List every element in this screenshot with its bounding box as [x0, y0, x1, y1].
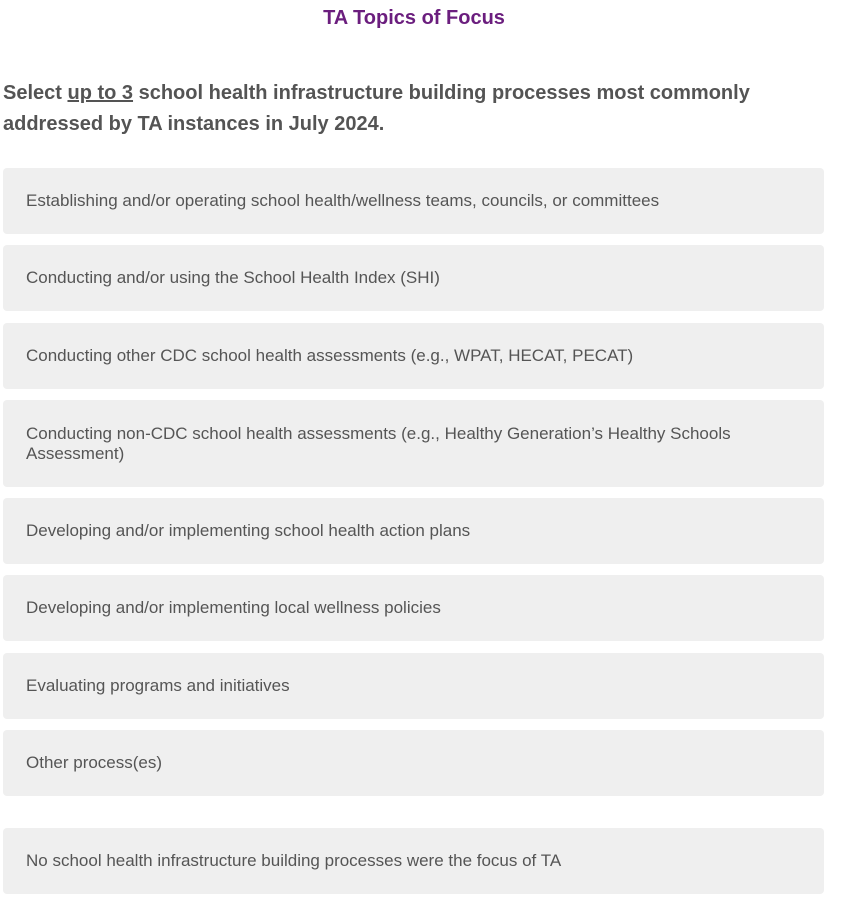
- option-non-cdc-assessments[interactable]: [3, 400, 824, 487]
- option-label: Developing and/or implementing school health action plans: [26, 521, 471, 540]
- question-suffix: school health infrastructure building processes most commonly addressed by TA instances in July 2024.: [3, 82, 750, 135]
- option-label: No school health infrastructure building processes were the focus of TA: [26, 851, 562, 870]
- option-cdc-assessments[interactable]: [3, 323, 824, 389]
- option-shi[interactable]: [3, 245, 824, 311]
- option-label: Evaluating programs and initiatives: [26, 676, 290, 695]
- question-prefix: Select: [3, 82, 68, 104]
- option-label: Conducting non-CDC school health assessments (e.g., Healthy Generation’s Healthy Schools Assessment): [26, 423, 731, 463]
- option-label: Other process(es): [26, 753, 163, 772]
- option-label: Conducting and/or using the School Health Index (SHI): [26, 268, 440, 287]
- option-label: Establishing and/or operating school health/wellness teams, councils, or committees: [26, 191, 660, 210]
- question-text: [3, 78, 823, 140]
- option-action-plans[interactable]: [3, 498, 824, 564]
- option-other[interactable]: [3, 730, 824, 796]
- question-emphasis: up to 3: [67, 82, 134, 104]
- option-none[interactable]: [3, 828, 824, 894]
- option-teams-councils[interactable]: [3, 168, 824, 234]
- option-label: Conducting other CDC school health assessments (e.g., WPAT, HECAT, PECAT): [26, 346, 634, 365]
- option-wellness-policies[interactable]: [3, 575, 824, 641]
- option-label: Developing and/or implementing local wellness policies: [26, 598, 441, 617]
- option-evaluating-programs[interactable]: [3, 653, 824, 719]
- section-title: TA Topics of Focus: [323, 7, 505, 29]
